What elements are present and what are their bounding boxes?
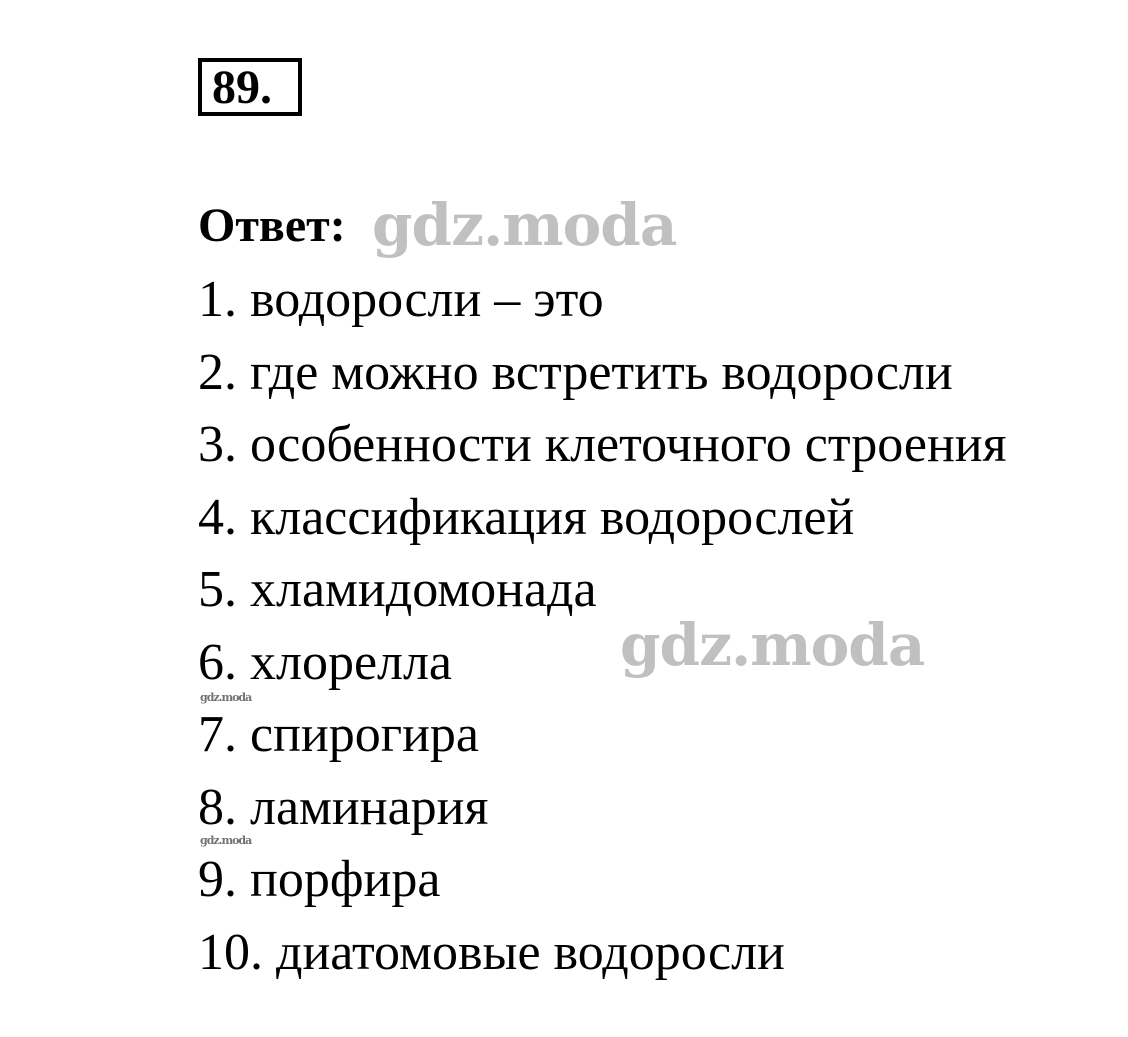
watermark-small: gdz.moda — [200, 691, 252, 704]
answer-item: 9. порфира — [198, 851, 441, 908]
watermark-large-middle: gdz.moda — [620, 611, 925, 679]
answer-item: 2. где можно встретить водоросли — [198, 343, 953, 401]
answer-item: 5. хламидомонада — [198, 561, 597, 618]
answer-item: 10. диатомовые водоросли — [198, 923, 785, 981]
answer-heading: Ответ: — [198, 199, 346, 252]
watermark-large-top: gdz.moda — [372, 191, 677, 259]
answer-item: 3. особенности клеточного строения — [198, 416, 1007, 473]
answer-item: 4. классификация водорослей — [198, 488, 855, 546]
answer-item: 1. водоросли – это — [198, 271, 604, 328]
answer-item: 6. хлорелла — [198, 633, 453, 691]
watermark-small: gdz.moda — [200, 834, 252, 847]
answer-item: 8. ламинария — [198, 778, 489, 836]
task-number: 89. — [212, 61, 272, 114]
answer-item: 7. спирогира — [198, 706, 479, 763]
